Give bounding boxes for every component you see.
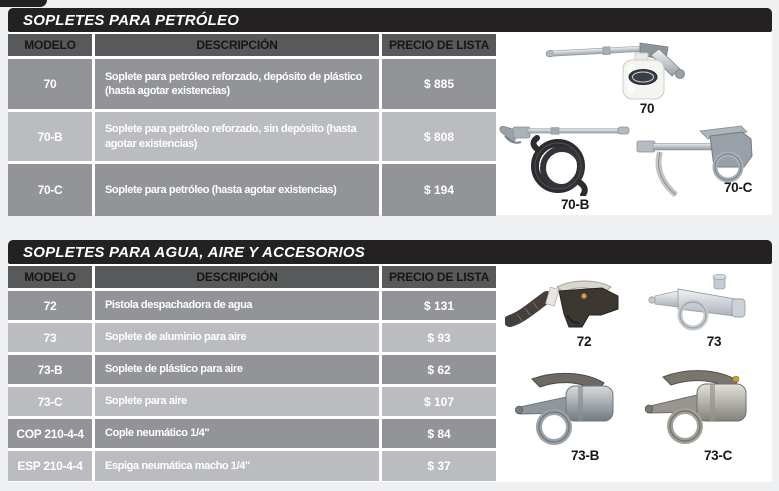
section-title-bar [8, 8, 772, 32]
description-cell: Cople neumático 1/4" [95, 419, 379, 448]
section-body [8, 32, 772, 215]
price-cell: $ 62 [382, 355, 496, 384]
section-sopletes-agua-aire [8, 240, 772, 482]
product-photo-70-oil-gun-with-bottle [545, 36, 695, 100]
product-label-73: 73 [706, 334, 722, 349]
description-cell: Soplete de aluminio para aire [95, 323, 379, 352]
product-label-70-c: 70-C [723, 180, 753, 195]
model-cell: 73-C [8, 387, 92, 416]
product-label-73-b: 73-B [570, 448, 600, 463]
header-descripcion: DESCRIPCIÓN [95, 266, 379, 288]
section-body [8, 264, 772, 482]
model-cell: 72 [8, 291, 92, 320]
model-cell: 73-B [8, 355, 92, 384]
description-cell: Soplete para petróleo reforzado, depósito de plástico (hasta agotar existencias) [95, 59, 379, 109]
section-title: SOPLETES PARA AGUA, AIRE Y ACCESORIOS [23, 243, 365, 261]
model-cell: 70-B [8, 112, 92, 161]
product-photo-73-c-blow-gun [643, 365, 751, 448]
product-label-73-c: 73-C [703, 448, 733, 463]
price-table-petroleo [8, 34, 496, 216]
section-title-bar [8, 240, 772, 264]
description-cell: Soplete de plástico para aire [95, 355, 379, 384]
header-descripcion: DESCRIPCIÓN [95, 34, 379, 56]
price-cell: $ 808 [382, 112, 496, 161]
model-cell: 70 [8, 59, 92, 109]
model-cell: ESP 210-4-4 [8, 451, 92, 481]
description-cell: Pistola despachadora de agua [95, 291, 379, 320]
header-modelo: MODELO [8, 266, 92, 288]
price-cell: $ 194 [382, 164, 496, 216]
product-label-72: 72 [576, 334, 592, 349]
model-cell: COP 210-4-4 [8, 419, 92, 448]
product-photo-73-aluminum-blow-gun [648, 274, 748, 334]
product-label-70: 70 [639, 101, 655, 116]
price-cell: $ 131 [382, 291, 496, 320]
section-title: SOPLETES PARA PETRÓLEO [23, 11, 240, 29]
header-modelo: MODELO [8, 34, 92, 56]
price-cell: $ 84 [382, 419, 496, 448]
product-label-70-b: 70-B [560, 197, 590, 212]
price-cell: $ 885 [382, 59, 496, 109]
price-cell: $ 37 [382, 451, 496, 481]
model-cell: 73 [8, 323, 92, 352]
description-cell: Soplete para petróleo reforzado, sin depósito (hasta agotar existencias) [95, 112, 379, 161]
description-cell: Soplete para petróleo (hasta agotar existencias) [95, 164, 379, 216]
previous-section-edge [0, 0, 47, 7]
section-sopletes-petroleo [8, 8, 772, 215]
product-photo-72-water-gun [505, 274, 627, 334]
product-photo-70-b-gun-and-hose [495, 116, 635, 196]
price-cell: $ 107 [382, 387, 496, 416]
description-cell: Soplete para aire [95, 387, 379, 416]
product-photo-73-b-blow-gun [514, 368, 618, 448]
price-table-agua-aire [8, 266, 496, 481]
header-precio: PRECIO DE LISTA [382, 266, 496, 288]
model-cell: 70-C [8, 164, 92, 216]
description-cell: Espiga neumática macho 1/4" [95, 451, 379, 481]
price-cell: $ 93 [382, 323, 496, 352]
header-precio: PRECIO DE LISTA [382, 34, 496, 56]
